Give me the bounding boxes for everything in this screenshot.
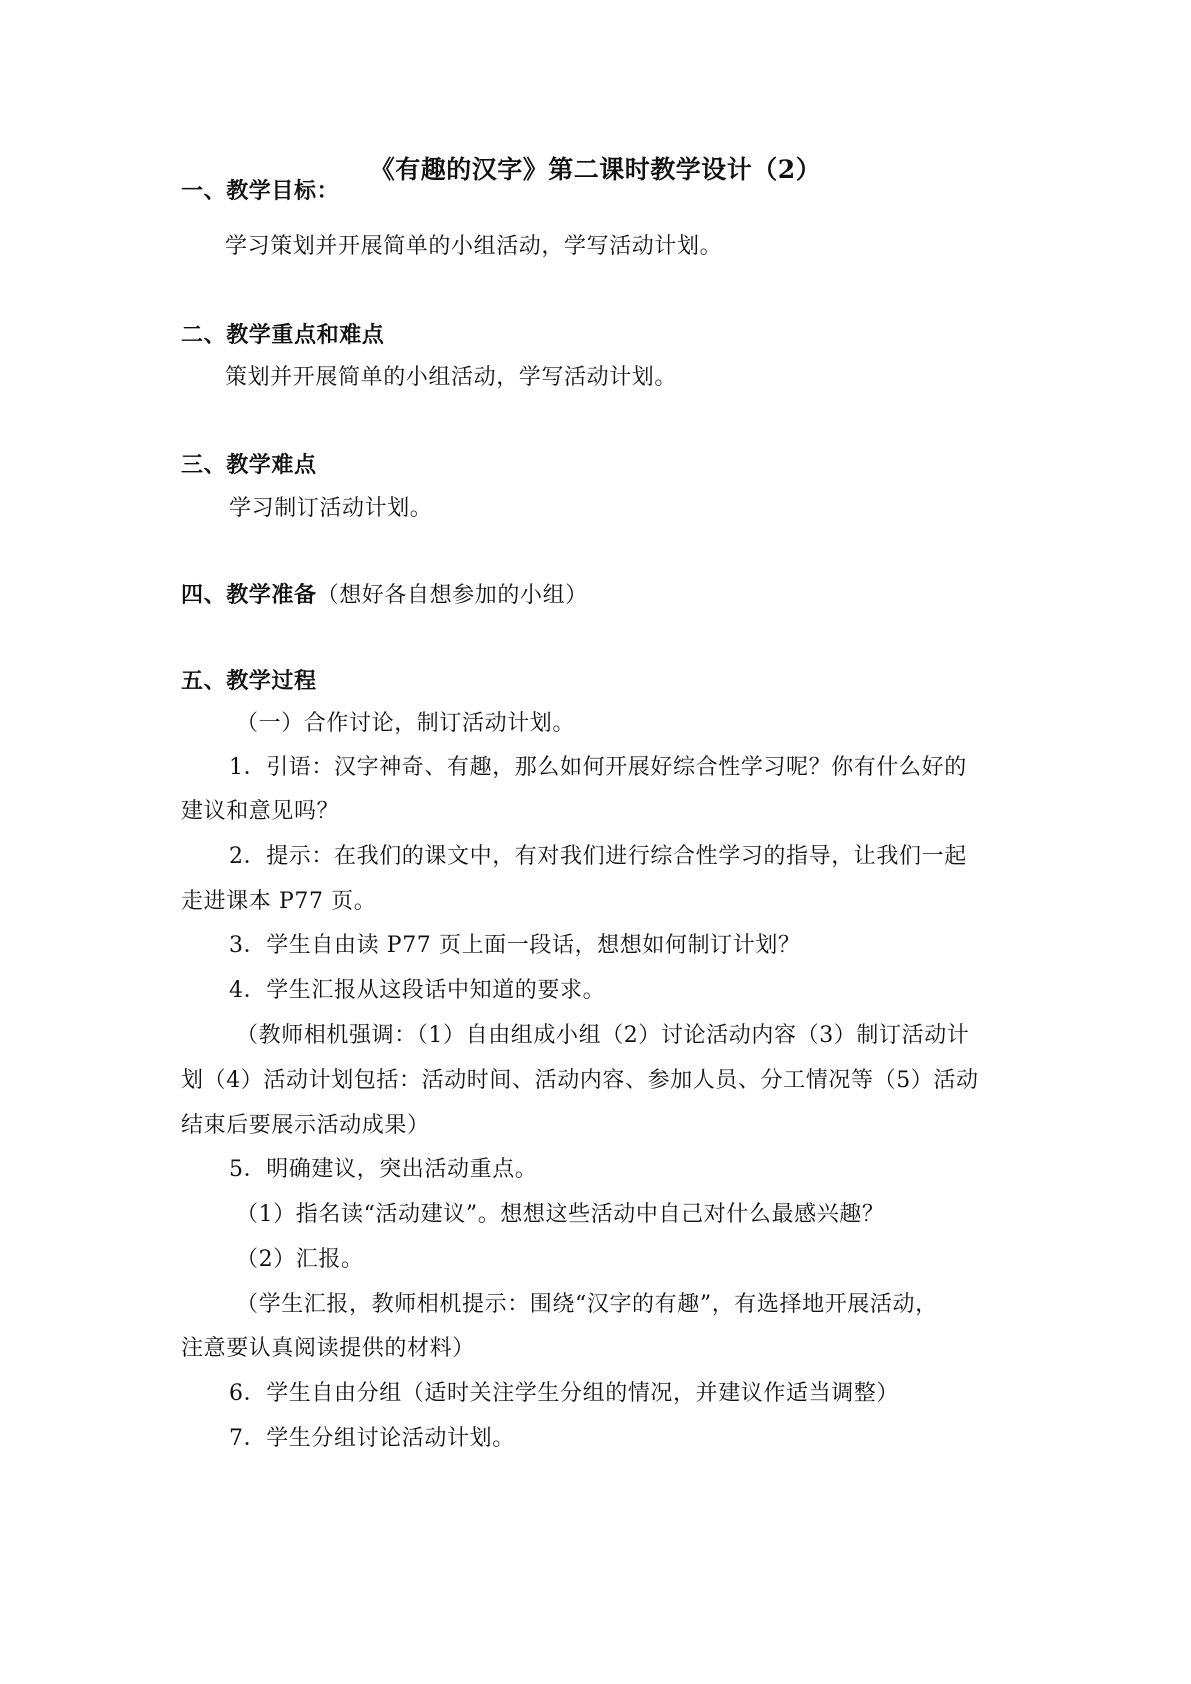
- preparation-note: （想好各自想参加的小组）: [316, 583, 588, 608]
- process-line: （1）指名读“活动建议”。想想这些活动中自己对什么最感兴趣？: [236, 1202, 885, 1227]
- process-line: （学生汇报，教师相机提示：围绕“汉字的有趣”，有选择地开展活动，: [236, 1292, 938, 1317]
- process-line: （2）汇报。: [236, 1247, 364, 1272]
- section-heading-key-points: 二、教学重点和难点: [181, 322, 385, 348]
- process-line: （教师相机强调：（1）自由组成小组（2）讨论活动内容（3）制订活动计: [236, 1023, 970, 1048]
- process-line: 1．引语：汉字神奇、有趣，那么如何开展好综合性学习呢？你有什么好的: [229, 755, 967, 780]
- process-line: 建议和意见吗？: [181, 799, 340, 824]
- process-line: 3．学生自由读 P77 页上面一段话，想想如何制订计划？: [229, 933, 801, 958]
- process-line: 2．提示：在我们的课文中，有对我们进行综合性学习的指导，让我们一起: [229, 844, 967, 869]
- document-title: 《有趣的汉字》第二课时教学设计（2）: [369, 155, 822, 184]
- section-heading-objectives: 一、教学目标：: [181, 178, 340, 204]
- objectives-text: 学习策划并开展简单的小组活动，学写活动计划。: [225, 234, 723, 259]
- section-heading-preparation: [181, 580, 588, 611]
- process-line: 注意要认真阅读提供的材料）: [181, 1336, 475, 1361]
- process-line: 走进课本 P77 页。: [181, 889, 377, 914]
- process-line: 划（4）活动计划包括：活动时间、活动内容、参加人员、分工情况等（5）活动: [181, 1068, 979, 1093]
- key-points-text: 策划并开展简单的小组活动，学写活动计划。: [225, 365, 678, 390]
- process-line: 7．学生分组讨论活动计划。: [229, 1426, 515, 1451]
- process-line: 4．学生汇报从这段话中知道的要求。: [229, 978, 606, 1003]
- process-line: 5．明确建议，突出活动重点。: [229, 1157, 538, 1182]
- process-line: （一）合作讨论，制订活动计划。: [236, 711, 576, 736]
- preparation-heading-label: 四、教学准备: [181, 582, 317, 608]
- process-line: 6．学生自由分组（适时关注学生分组的情况，并建议作适当调整）: [229, 1381, 899, 1406]
- section-heading-process: 五、教学过程: [181, 668, 317, 694]
- process-line: 结束后要展示活动成果）: [181, 1113, 430, 1138]
- section-heading-difficulties: 三、教学难点: [181, 452, 317, 478]
- difficulties-text: 学习制订活动计划。: [229, 496, 433, 521]
